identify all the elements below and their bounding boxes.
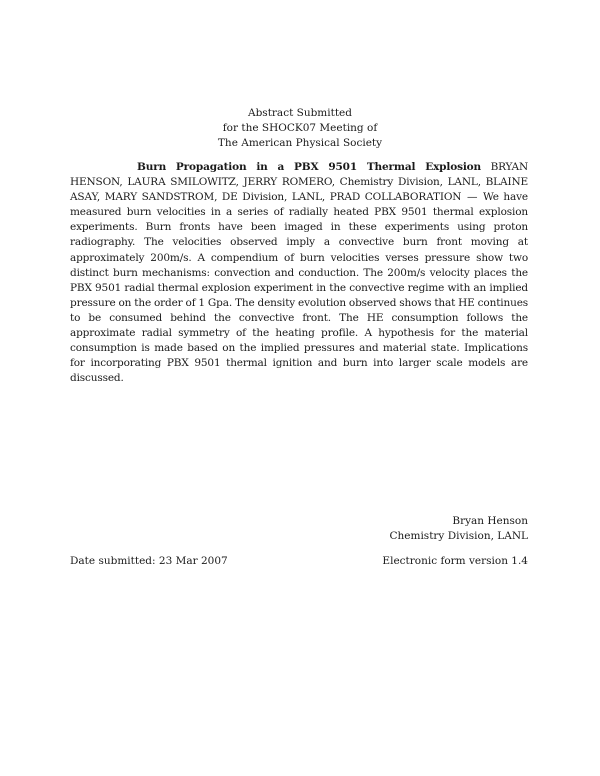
header-line-meeting: for the SHOCK07 Meeting of bbox=[222, 122, 378, 134]
abstract-authors: BRYAN HENSON, LAURA SMILOWITZ, JERRY ROMERO, Chemistry Division, LANL, BLAINE ASAY, MARY SANDSTROM, DE Division, LANL, PRAD COLLABORATION bbox=[70, 161, 528, 204]
abstract-text: We have measured burn velocities in a series of radially heated PBX 9501 thermal explosion experiments. Burn fronts have been imaged in these experiments using proton radiography. The velocities observed imply a convective burn front moving at approximately 200m/s. A compendium of burn velocities verses pressure show two distinct burn mechanisms: convection and conduction. The 200m/s velocity places the PBX 9501 radial thermal explosion experiment in the convective regime with an implied pressure on the order of 1 Gpa. The density evolution observed shows that HE continues to be consumed behind the convective front. The HE consumption follows the approximate radial symmetry of the heating profile. A hypothesis for the material consumption is made based on the implied pressures and material state. Implications for incorporating PBX 9501 thermal ignition and burn into larger scale models are discussed. bbox=[70, 191, 528, 385]
header-line-abstract-submitted: Abstract Submitted bbox=[248, 107, 352, 119]
abstract-body bbox=[70, 160, 528, 386]
form-version: Electronic form version 1.4 bbox=[382, 555, 528, 567]
abstract-separator: — bbox=[466, 191, 478, 204]
abstract-title: Burn Propagation in a PBX 9501 Thermal Explosion bbox=[137, 161, 482, 173]
signature-name: Bryan Henson bbox=[452, 515, 528, 527]
header-line-society: The American Physical Society bbox=[217, 137, 383, 149]
date-submitted: Date submitted: 23 Mar 2007 bbox=[70, 555, 228, 567]
signature-block bbox=[389, 514, 528, 544]
submission-header bbox=[0, 106, 600, 151]
signature-affiliation: Chemistry Division, LANL bbox=[389, 530, 528, 542]
